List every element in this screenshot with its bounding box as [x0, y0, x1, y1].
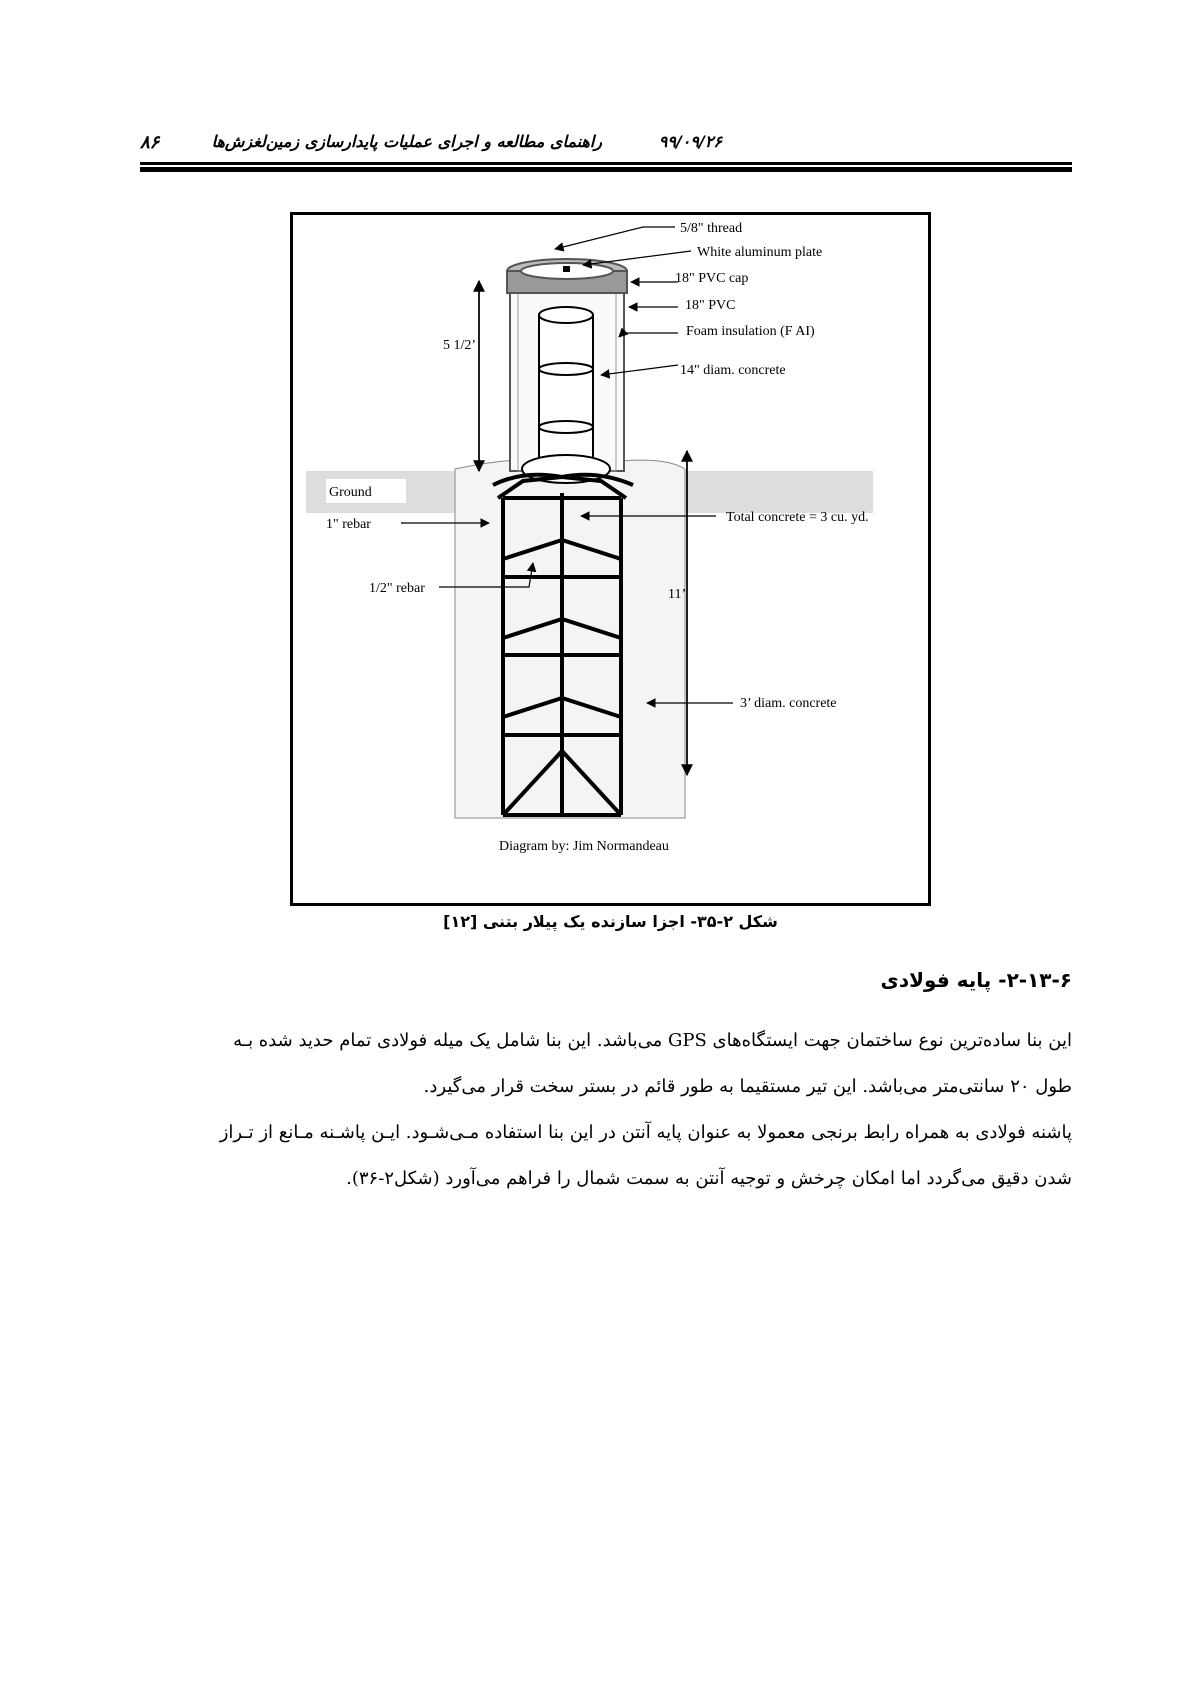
paragraph-2-line-2: شدن دقیق می‌گردد اما امکان چرخش و توجیه آنتن به سمت شمال را فراهم می‌آورد (شکل۲-۳۶). — [346, 1168, 1072, 1189]
label-rebar-half: 1/2" rebar — [369, 581, 425, 596]
label-concrete14: 14" diam. concrete — [680, 363, 786, 378]
pillar-diagram-svg — [293, 215, 928, 903]
section-heading: ۲-۱۳-۶- پایه فولادی — [880, 968, 1072, 992]
foundation-concrete — [455, 460, 685, 818]
label-rebar1: 1" rebar — [326, 517, 371, 532]
label-height-top: 5 1/2’ — [443, 338, 477, 353]
paragraph-1-line-2: طول ۲۰ سانتی‌متر می‌باشد. این تیر مستقیما به طور قائم در بستر سخت قرار می‌گیرد. — [423, 1076, 1072, 1097]
label-foam: Foam insulation (F AI) — [686, 324, 815, 339]
paragraph-2-line-1: پاشنه فولادی به همراه رابط برنجی معمولا به عنوان پایه آنتن در این بنا استفاده مـی‌شـود. ایـن پاشـنه مـانع از تـراز — [219, 1122, 1072, 1143]
label-concrete3: 3’ diam. concrete — [740, 696, 837, 711]
label-total-concrete: Total concrete = 3 cu. yd. — [726, 510, 869, 525]
paragraph-2 — [140, 1110, 1072, 1202]
thread-stud — [563, 266, 570, 272]
header-rule-thin — [140, 162, 1072, 165]
label-depth: 11’ — [668, 587, 687, 602]
page-number: ۸۶ — [140, 132, 160, 153]
paragraph-1 — [140, 1018, 1072, 1110]
header-rule-thick — [140, 167, 1072, 172]
paragraph-1-line-1: این بنا ساده‌ترین نوع ساختمان جهت ایستگاه‌های GPS می‌باشد. این بنا شامل یک میله فولادی تمام حدید شده بـه — [233, 1030, 1072, 1051]
label-pvc-cap: 18" PVC cap — [675, 271, 749, 286]
diagram-credit: Diagram by: Jim Normandeau — [499, 839, 669, 854]
label-pvc: 18" PVC — [685, 298, 736, 313]
label-plate: White aluminum plate — [697, 245, 823, 260]
figure-caption: شکل ۲-۳۵- اجزا سازنده یک پیلار بتنی [۱۲] — [443, 912, 778, 931]
running-date: ۹۹/۰۹/۲۶ — [658, 132, 722, 151]
running-title: راهنمای مطالعه و اجرای عملیات پایدارسازی زمین‌لغزش‌ها — [211, 132, 602, 151]
inner-column-top — [539, 307, 593, 323]
pillar-diagram — [290, 212, 931, 906]
page-header — [140, 128, 1072, 162]
ground-label: Ground — [329, 485, 372, 500]
label-thread: 5/8" thread — [680, 221, 743, 236]
